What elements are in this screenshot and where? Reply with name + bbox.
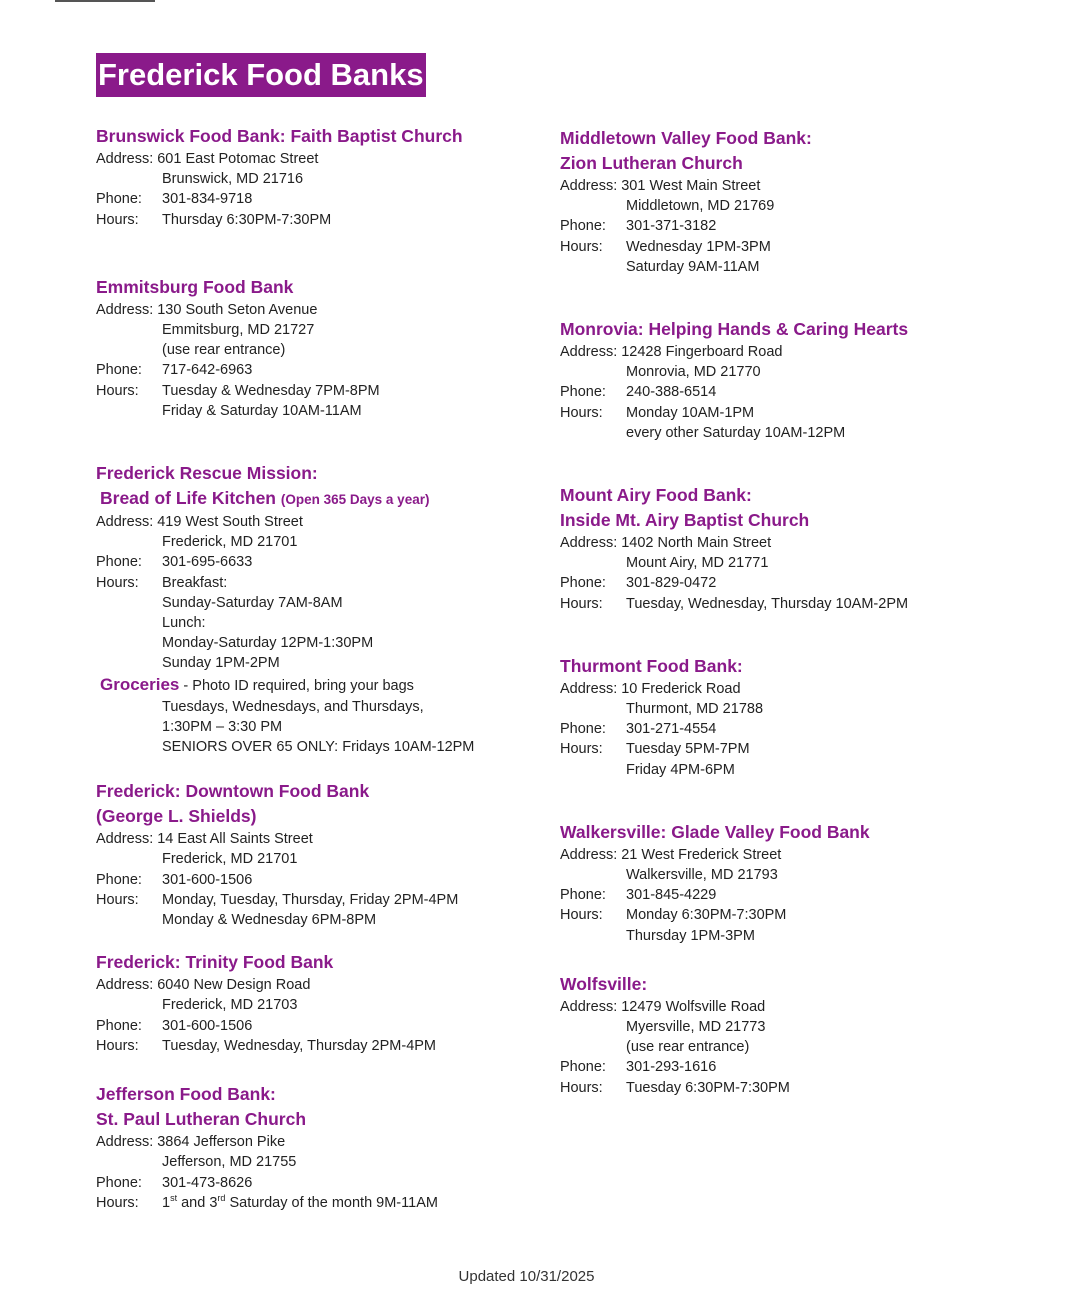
phone-number: 301-293-1616 xyxy=(626,1059,717,1076)
food-bank-jefferson xyxy=(96,1082,536,1213)
ordinal-suffix: rd xyxy=(217,1192,226,1203)
hours-label: Hours: xyxy=(560,1079,603,1096)
open-note: (Open 365 Days a year) xyxy=(280,492,430,508)
hours-line: Monday & Wednesday 6PM-8PM xyxy=(162,912,377,929)
address-line: Middletown, MD 21769 xyxy=(626,198,775,215)
phone-label: Phone: xyxy=(560,575,606,592)
address-line: Mount Airy, MD 21771 xyxy=(626,555,769,572)
hours-label: Hours: xyxy=(96,382,139,399)
phone-label: Phone: xyxy=(96,191,142,208)
bank-heading: Monrovia: Helping Hands & Caring Hearts xyxy=(560,319,909,340)
hours-line: Tuesday 5PM-7PM xyxy=(626,741,750,758)
address-label: Address: xyxy=(560,178,618,194)
food-bank-monrovia xyxy=(560,317,1060,443)
bank-heading: Jefferson Food Bank: xyxy=(96,1084,276,1105)
address-label: Address: xyxy=(96,514,154,531)
address-note: (use rear entrance) xyxy=(162,342,286,359)
bank-subheading: (George L. Shields) xyxy=(96,806,257,827)
hours-line: Tuesday & Wednesday 7PM-8PM xyxy=(162,382,380,399)
address-line: 601 East Potomac Street xyxy=(157,151,319,167)
bank-subheading: Zion Lutheran Church xyxy=(560,153,743,173)
phone-number: 301-695-6633 xyxy=(162,554,253,571)
left-column xyxy=(96,124,536,1213)
phone-label: Phone: xyxy=(96,1017,142,1034)
food-bank-rescue-mission xyxy=(96,461,536,757)
address-line: 12479 Wolfsville Road xyxy=(621,998,766,1015)
bank-heading: Brunswick Food Bank: Faith Baptist Church xyxy=(96,126,463,146)
bank-heading: Walkersville: Glade Valley Food Bank xyxy=(560,821,870,842)
hours-line: Friday 4PM-6PM xyxy=(626,761,735,778)
phone-number: 717-642-6963 xyxy=(162,362,253,379)
food-bank-downtown xyxy=(96,779,536,930)
phone-label: Phone: xyxy=(560,218,606,235)
phone-label: Phone: xyxy=(560,721,606,738)
right-column xyxy=(560,126,1060,1098)
phone-label: Phone: xyxy=(560,887,606,904)
hours-label: Hours: xyxy=(560,907,603,924)
phone-label: Phone: xyxy=(96,1174,142,1191)
hours-line: Thursday 6:30PM-7:30PM xyxy=(162,211,332,228)
address-label: Address: xyxy=(560,680,618,697)
phone-number: 301-845-4229 xyxy=(626,887,717,904)
updated-date: Updated 10/31/2025 xyxy=(458,1268,595,1285)
bank-subheading: St. Paul Lutheran Church xyxy=(96,1109,307,1130)
phone-label: Phone: xyxy=(96,362,142,379)
address-label: Address: xyxy=(560,998,618,1015)
address-line: Brunswick, MD 21716 xyxy=(162,171,304,188)
address-line: Jefferson, MD 21755 xyxy=(162,1154,297,1171)
phone-number: 301-371-3182 xyxy=(626,218,717,235)
address-line: Emmitsburg, MD 21727 xyxy=(162,322,315,339)
bank-heading: Thurmont Food Bank: xyxy=(560,655,743,676)
phone-label: Phone: xyxy=(560,1059,606,1076)
hours-line: Breakfast: xyxy=(162,574,228,591)
address-label: Address: xyxy=(96,151,154,167)
address-line: Frederick, MD 21703 xyxy=(162,997,298,1014)
hours-line: Monday-Saturday 12PM-1:30PM xyxy=(162,635,374,652)
food-bank-wolfsville xyxy=(560,972,1060,1098)
hours-part: 1 xyxy=(162,1194,171,1211)
bank-heading: Frederick: Downtown Food Bank xyxy=(96,781,370,802)
phone-label: Phone: xyxy=(96,871,142,888)
food-bank-trinity xyxy=(96,950,536,1056)
phone-number: 240-388-6514 xyxy=(626,384,717,401)
address-line: 10 Frederick Road xyxy=(621,680,741,697)
groceries-line: SENIORS OVER 65 ONLY: Fridays 10AM-12PM xyxy=(162,739,475,756)
hours-label: Hours: xyxy=(96,211,139,228)
page-title: Frederick Food Banks xyxy=(96,53,426,97)
address-line: 419 West South Street xyxy=(157,514,303,531)
hours-line: Friday & Saturday 10AM-11AM xyxy=(162,402,362,419)
address-line: 14 East All Saints Street xyxy=(157,831,313,848)
food-bank-brunswick xyxy=(96,124,536,230)
address-label: Address: xyxy=(96,301,154,318)
bank-heading: Frederick: Trinity Food Bank xyxy=(96,952,334,973)
address-line: Monrovia, MD 21770 xyxy=(626,364,761,381)
hours-line xyxy=(162,1193,536,1213)
hours-line: Tuesday 6:30PM-7:30PM xyxy=(626,1079,790,1096)
address-line: Frederick, MD 21701 xyxy=(162,851,298,868)
hours-label: Hours: xyxy=(560,741,603,758)
address-line: 301 West Main Street xyxy=(621,178,761,194)
food-bank-middletown xyxy=(560,126,1060,277)
address-label: Address: xyxy=(560,344,618,361)
hours-line: Lunch: xyxy=(162,615,206,632)
hours-label: Hours: xyxy=(560,238,603,255)
address-line: 3864 Jefferson Pike xyxy=(157,1134,286,1151)
bank-subheading xyxy=(96,486,536,512)
address-line: Thurmont, MD 21788 xyxy=(626,701,764,718)
bank-subheading: Inside Mt. Airy Baptist Church xyxy=(560,510,810,531)
bank-heading: Wolfsville: xyxy=(560,973,648,994)
phone-number: 301-600-1506 xyxy=(162,1017,253,1034)
food-bank-thurmont xyxy=(560,654,1060,780)
address-line: Walkersville, MD 21793 xyxy=(626,867,778,884)
address-line: 21 West Frederick Street xyxy=(621,846,782,863)
hours-line: Monday, Tuesday, Thursday, Friday 2PM-4PM xyxy=(162,891,459,908)
address-line: 1402 North Main Street xyxy=(621,535,772,552)
food-bank-emmitsburg xyxy=(96,275,536,421)
groceries-line: 1:30PM – 3:30 PM xyxy=(162,718,283,735)
bank-heading: Frederick Rescue Mission: xyxy=(96,463,318,484)
hours-line: Tuesday, Wednesday, Thursday 2PM-4PM xyxy=(162,1037,437,1054)
hours-line: every other Saturday 10AM-12PM xyxy=(626,424,846,441)
hours-line: Sunday-Saturday 7AM-8AM xyxy=(162,594,343,611)
address-label: Address: xyxy=(96,977,154,994)
phone-number: 301-829-0472 xyxy=(626,575,717,592)
address-label: Address: xyxy=(560,535,618,552)
hours-line: Thursday 1PM-3PM xyxy=(626,927,755,944)
address-label: Address: xyxy=(96,1134,154,1151)
hours-line: Saturday 9AM-11AM xyxy=(626,258,760,275)
hours-label: Hours: xyxy=(96,1194,139,1211)
hours-part: Saturday of the month 9M-11AM xyxy=(225,1194,438,1211)
hours-line: Tuesday, Wednesday, Thursday 10AM-2PM xyxy=(626,595,909,612)
food-bank-mount-airy xyxy=(560,483,1060,614)
address-note: (use rear entrance) xyxy=(626,1039,750,1056)
kitchen-name: Bread of Life Kitchen xyxy=(100,488,276,509)
hours-part: and 3 xyxy=(177,1194,218,1211)
hours-label: Hours: xyxy=(96,1037,139,1054)
hours-line: Wednesday 1PM-3PM xyxy=(626,238,771,255)
hours-line: Sunday 1PM-2PM xyxy=(162,655,280,672)
address-line: 130 South Seton Avenue xyxy=(157,301,318,318)
groceries-line: Tuesdays, Wednesdays, and Thursdays, xyxy=(162,698,424,715)
phone-number: 301-600-1506 xyxy=(162,871,253,888)
hours-label: Hours: xyxy=(96,891,139,908)
phone-number: 301-834-9718 xyxy=(162,191,253,208)
hours-label: Hours: xyxy=(560,595,603,612)
address-line: 12428 Fingerboard Road xyxy=(621,344,783,361)
address-line: Frederick, MD 21701 xyxy=(162,534,298,551)
address-label: Address: xyxy=(96,831,154,848)
phone-label: Phone: xyxy=(560,384,606,401)
groceries-note: - Photo ID required, bring your bags xyxy=(179,677,414,694)
top-edge-mark xyxy=(55,0,155,2)
hours-label: Hours: xyxy=(560,404,603,421)
address-line: 6040 New Design Road xyxy=(157,977,311,994)
bank-heading: Emmitsburg Food Bank xyxy=(96,276,294,297)
phone-label: Phone: xyxy=(96,554,142,571)
address-label: Address: xyxy=(560,846,618,863)
hours-line: Monday 6:30PM-7:30PM xyxy=(626,907,787,924)
groceries-heading xyxy=(96,674,536,697)
phone-number: 301-271-4554 xyxy=(626,721,717,738)
bank-heading: Middletown Valley Food Bank: xyxy=(560,128,812,148)
groceries-label: Groceries xyxy=(100,674,180,694)
food-bank-walkersville xyxy=(560,820,1060,946)
ordinal-suffix: st xyxy=(170,1192,178,1203)
hours-line: Monday 10AM-1PM xyxy=(626,404,755,421)
address-line: Myersville, MD 21773 xyxy=(626,1019,766,1036)
phone-number: 301-473-8626 xyxy=(162,1174,253,1191)
bank-heading: Mount Airy Food Bank: xyxy=(560,485,752,506)
hours-label: Hours: xyxy=(96,574,139,591)
